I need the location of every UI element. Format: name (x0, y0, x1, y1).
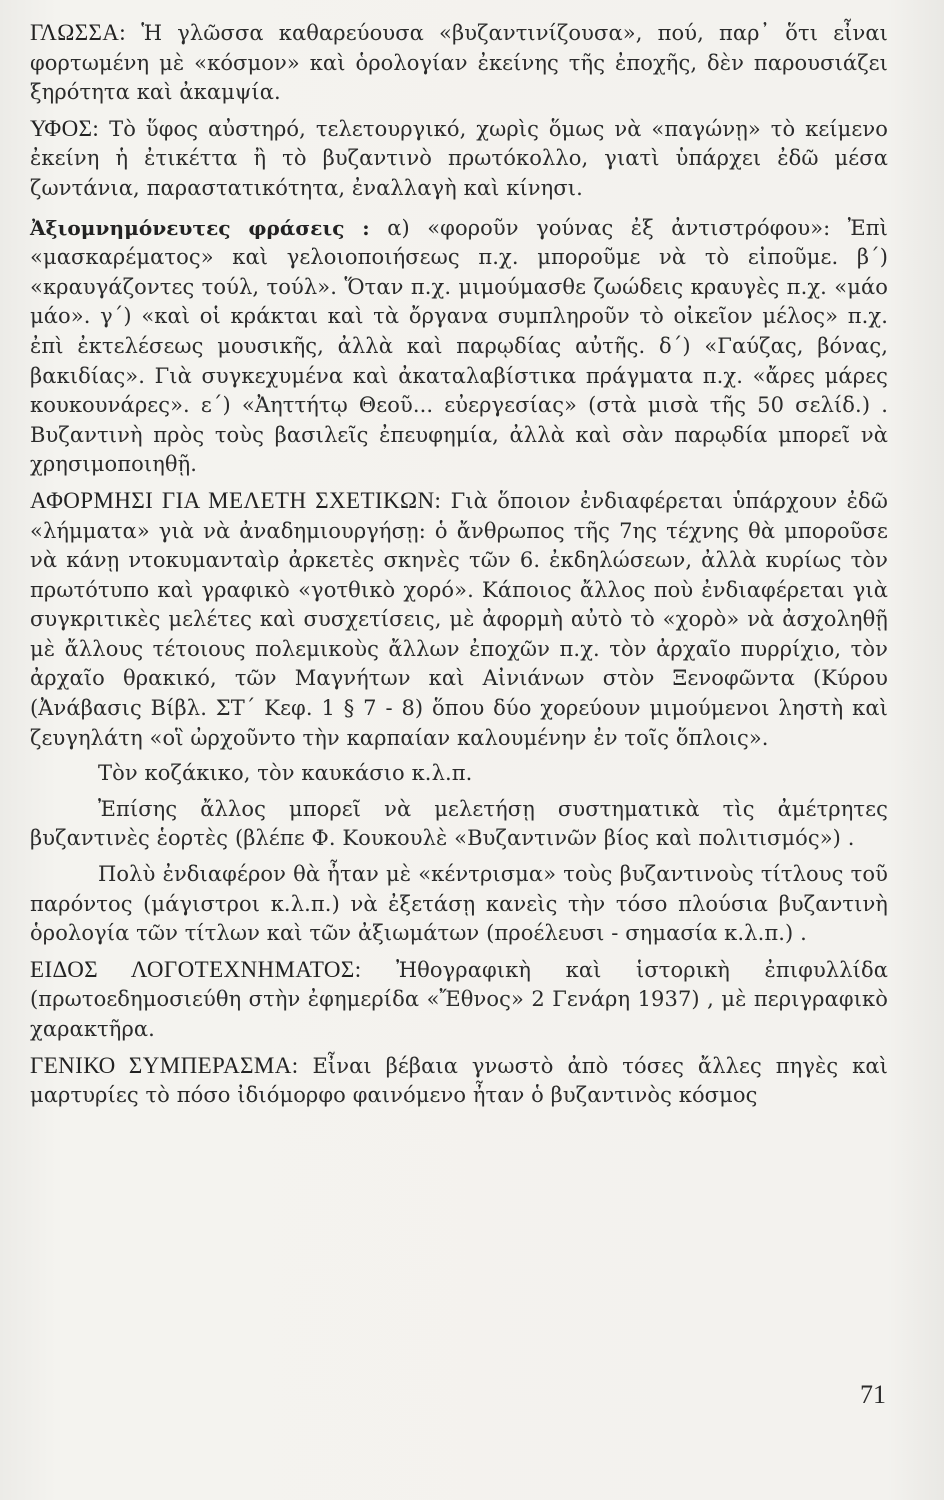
heading-glossa: ΓΛΩΣΣΑ: (30, 20, 127, 45)
heading-aformisi: ΑΦΟΡΜΗΣΙ ΓΙΑ ΜΕΛΕΤΗ ΣΧΕΤΙΚΩΝ: (30, 487, 442, 513)
paragraph-geniko (30, 1051, 888, 1111)
text-eidos: Ἠθογραφικὴ καὶ ἱστορικὴ ἐπιφυλλίδα (πρωτοεδημοσιεύθη στὴν ἐφημερίδα «Ἔθνος» 2 Γενάρη 1937) , μὲ περιγραφικὸ χαρακτῆρα. (30, 957, 888, 1041)
paragraph-poly: Πολὺ ἐνδιαφέρον θὰ ἦταν μὲ «κέντρισμα» τοὺς βυζαντινοὺς τίτλους τοῦ παρόντος (μάγιστροι κ.λ.π.) νὰ ἐξετάσῃ κανεὶς τὴν τόσο πλούσια βυζαντινὴ ὁρολογία τῶν τίτλων καὶ τῶν ἀξιωμάτων (προέλευσι - σημασία κ.λ.π.) . (30, 862, 888, 946)
heading-yfos: ΥΦΟΣ: (30, 115, 100, 141)
paragraph-kozakiko: Τὸν κοζάκικο, τὸν καυκάσιο κ.λ.π. (98, 761, 473, 786)
paragraph-glossa (30, 18, 888, 108)
text-aformisi: Γιὰ ὅποιον ἐνδιαφέρεται ὑπάρχουν ἐδῶ «λήμματα» γιὰ νὰ ἀναδημιουργήσῃ: ὁ ἄνθρωπος τῆς 7ης τέχνης θὰ μποροῦσε νὰ κάνῃ ντοκυμανταὶρ ἀρκετὲς σκηνὲς τῶν 6. ἐκδηλώσεων, ἀλλὰ κυρίως τὸν πρωτότυπο καὶ γραφικὸ «γοτθικὸ χορό». Κάποιος ἄλλος ποὺ ἐνδιαφέρεται γιὰ συγκριτικὲς μελέτες καὶ συσχετίσεις, μὲ ἀφορμὴ αὐτὸ τὸ «χορὸ» νὰ ἀσχοληθῇ μὲ ἄλλους τέτοιους πολεμικοὺς ἄλλων ἐποχῶν π.χ. τὸν ἀρχαῖο πυρρίχιο, τὸν ἀρχαῖο θρακικό, τῶν Μαγνήτων καὶ Αἰνιάνων στὸν Ξενοφῶντα (Κύρου (Ἀνάβασις Βίβλ. ΣΤ΄ Κεφ. 1 § 7 - 8) ὅπου δύο χορεύουν μιμούμενοι ληστὴ καὶ ζευγηλάτη «οἳ ὠρχοῦντο τὴν καρπαίαν καλουμένην ἐν τοῖς ὅπλοις». (30, 488, 888, 750)
heading-axiomnimoneutes: Ἀξιομνημόνευτες φράσεις : (30, 215, 370, 240)
paragraph-yfos (30, 114, 888, 204)
text-yfos: Τὸ ὕφος αὐστηρό, τελετουργικό, χωρὶς ὅμως νὰ «παγώνῃ» τὸ κείμενο ἐκείνη ἡ ἐτικέττα ἢ τὸ βυζαντινὸ πρωτόκολλο, γιατὶ ὑπάρχει ἐδῶ μέσα ζωντάνια, παραστατικότητα, ἐναλλαγὴ καὶ κίνησι. (30, 116, 888, 200)
paragraph-axiomnimoneutes (30, 214, 888, 480)
paragraph-aformisi (30, 486, 888, 753)
heading-eidos: ΕΙΔΟΣ ΛΟΓΟΤΕΧΝΗΜΑΤΟΣ: (30, 956, 362, 982)
text-axiomnimoneutes: α) «φοροῦν γούνας ἐξ ἀντιστρόφου»: Ἐπὶ «μασκαρέματος» καὶ γελοιοποιήσεως π.χ. μποροῦμε νὰ τὸ εἰποῦμε. β΄) «κραυγάζοντες τούλ, τούλ». Ὅταν π.χ. μιμούμασθε ζωώδεις κραυγὲς π.χ. «μάο μάο». γ΄) «καὶ οἱ κράκται καὶ τὰ ὄργανα συμπληροῦν τὸ οἰκεῖον μέλος» π.χ. ἐπὶ ἐκτελέσεως μουσικῆς, ἀλλὰ καὶ παρῳδίας αὐτῆς. δ΄) «Γαύζας, βόνας, βακιδίας». Γιὰ συγκεχυμένα καὶ ἀκαταλαβίστικα πράγματα π.χ. «ἄρες μάρες κουκουνάρες». ε΄) «Ἀηττήτῳ Θεοῦ... εὐεργεσίας» (στὰ μισὰ τῆς 50 σελίδ.) . Βυζαντινὴ πρὸς τοὺς βασιλεῖς ἐπευφημία, ἀλλὰ καὶ σὰν παρῳδία μπορεῖ νὰ χρησιμοποιηθῇ. (30, 215, 888, 477)
page-number: 71 (860, 1380, 886, 1409)
heading-geniko: ΓΕΝΙΚΟ ΣΥΜΠΕΡΑΣΜΑ: (30, 1052, 299, 1078)
text-geniko: Εἶναι βέβαια γνωστὸ ἀπὸ τόσες ἄλλες πηγὲς καὶ μαρτυρίες τὸ πόσο ἰδιόμορφο φαινόμενο ἦταν ὁ βυζαντινὸς κόσμος (30, 1053, 888, 1108)
page-body (30, 18, 888, 1111)
text-glossa: Ἡ γλῶσσα καθαρεύουσα «βυζαντινίζουσα», πού, παρ᾽ ὅτι εἶναι φορτωμένη μὲ «κόσμον» καὶ ὁρολογίαν ἐκείνης τῆς ἐποχῆς, δὲν παρουσιάζει ξηρότητα καὶ ἀκαμψία. (30, 21, 888, 105)
paragraph-episis: Ἐπίσης ἄλλος μπορεῖ νὰ μελετήσῃ συστηματικὰ τὶς ἀμέτρητες βυζαντινὲς ἑορτὲς (βλέπε Φ. Κουκουλὲ «Βυζαντινῶν βίος καὶ πολιτισμός») . (30, 796, 888, 851)
paragraph-eidos (30, 955, 888, 1045)
